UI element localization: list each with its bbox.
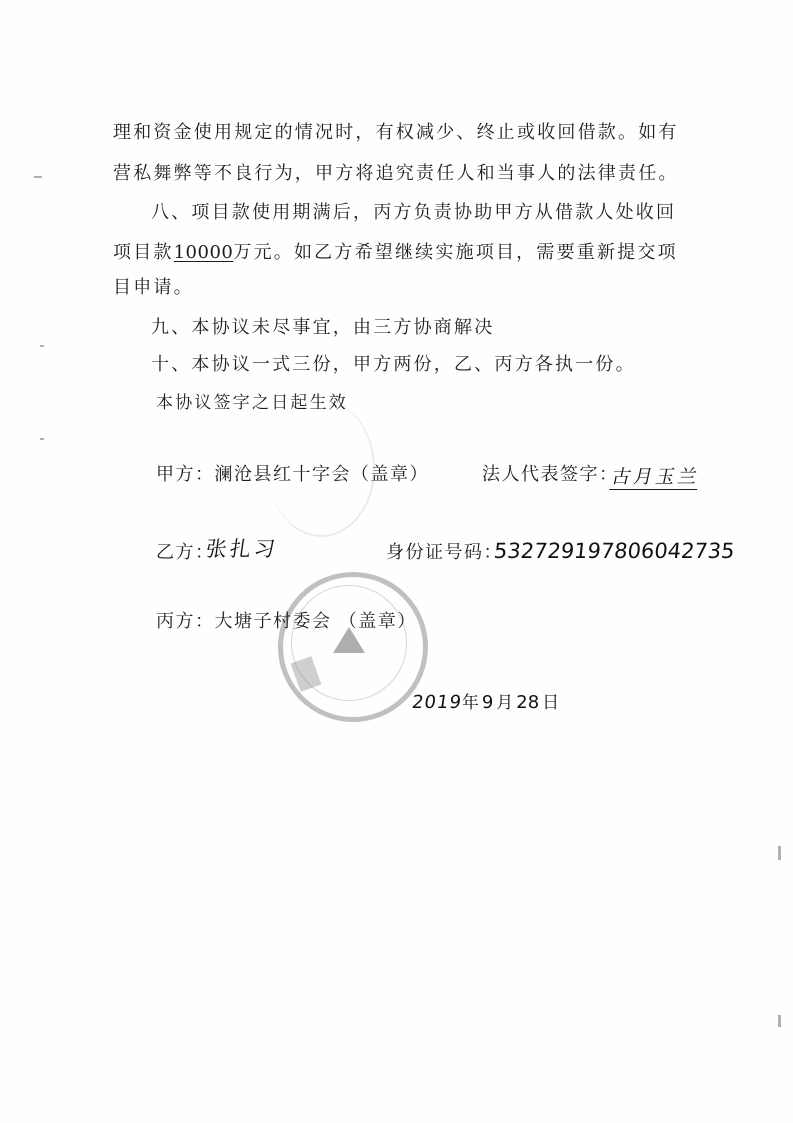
loan-amount: 10000 (173, 242, 234, 263)
date-month-unit: 月 (496, 693, 514, 713)
date-year: 2019 (410, 692, 464, 713)
id-number: 532729197806042735 (492, 539, 736, 563)
signing-date (412, 688, 559, 713)
paragraph-8-line-1: 八、项目款使用期满后，丙方负责协助甲方从借款人处收回 (151, 202, 677, 223)
legal-rep-signature: 古月玉兰 (609, 462, 703, 490)
paragraph-11: 本协议签字之日起生效 (156, 393, 348, 413)
paragraph-8-line-2 (113, 241, 678, 265)
scan-mark (40, 345, 44, 347)
scan-mark (40, 438, 44, 440)
date-day: 28 (516, 692, 540, 713)
scan-mark (34, 176, 42, 178)
party-b-signature: 张扎习 (204, 537, 280, 561)
scan-mark (778, 1015, 781, 1027)
id-number-label: 身份证号码： (386, 542, 503, 563)
paragraph-8-text-post: 万元。如乙方希望继续实施项目，需要重新提交项 (233, 242, 678, 263)
paragraph-8-line-3: 目申请。 (113, 277, 194, 298)
paragraph-9: 九、本协议未尽事宜，由三方协商解决 (151, 317, 495, 338)
party-b-label: 乙方： (156, 542, 215, 563)
paragraph-7-line-2: 营私舞弊等不良行为，甲方将追究责任人和当事人的法律责任。 (113, 163, 679, 184)
paragraph-10: 十、本协议一式三份，甲方两份，乙、丙方各执一份。 (151, 354, 636, 375)
scan-mark (778, 846, 781, 860)
legal-rep-label: 法人代表签字： (482, 464, 619, 485)
party-a-label: 甲方：澜沧县红十字会（盖章） (156, 464, 429, 485)
date-year-unit: 年 (461, 693, 479, 713)
village-committee-seal-stamp (278, 572, 428, 722)
date-month: 9 (481, 692, 494, 713)
paragraph-7-line-1: 理和资金使用规定的情况时，有权减少、终止或收回借款。如有 (113, 122, 679, 143)
party-c-label: 丙方：大塘子村委会 （盖章） (156, 611, 417, 632)
date-day-unit: 日 (542, 693, 560, 713)
paragraph-8-text: 项目款 (113, 242, 174, 263)
